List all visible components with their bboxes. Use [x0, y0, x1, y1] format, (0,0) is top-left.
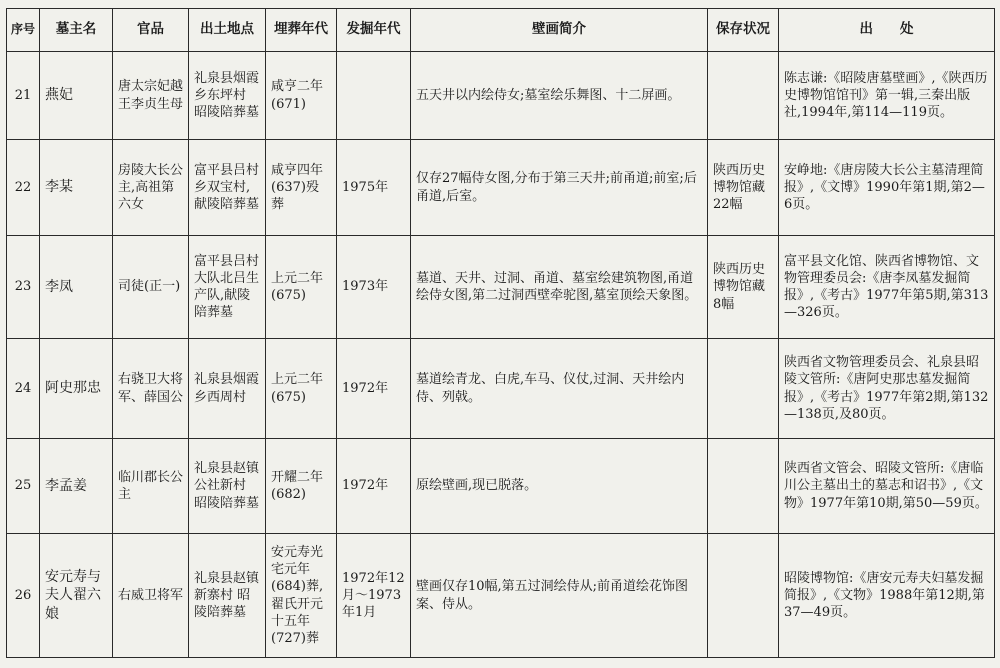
- cell-rank: 右威卫将军: [113, 534, 189, 658]
- cell-burial: 咸亨四年(637)殁葬: [266, 140, 337, 236]
- cell-mural: 原绘壁画,现已脱落。: [411, 439, 708, 534]
- cell-place: 礼泉县烟霞乡西周村: [189, 339, 266, 439]
- cell-source: 陕西省文物管理委员会、礼泉县昭陵文管所:《唐阿史那忠墓发掘简报》,《考古》1977年第2期,第132—138页,及80页。: [779, 339, 995, 439]
- cell-rank: 右骁卫大将军、薛国公: [113, 339, 189, 439]
- cell-excavation: [337, 52, 411, 140]
- cell-burial: 咸亨二年(671): [266, 52, 337, 140]
- table-row: [7, 236, 995, 339]
- table-row: [7, 140, 995, 236]
- cell-place: 礼泉县赵镇公社新村 昭陵陪葬墓: [189, 439, 266, 534]
- table-row: [7, 534, 995, 658]
- cell-no: 22: [7, 140, 40, 236]
- cell-burial: 安元寿光宅元年(684)葬,翟氏开元十五年(727)葬: [266, 534, 337, 658]
- cell-mural: 壁画仅存10幅,第五过洞绘侍从;前甬道绘花饰图案、侍从。: [411, 534, 708, 658]
- cell-source: 昭陵博物馆:《唐安元寿夫妇墓发掘简报》,《文物》1988年第12期,第37—49页。: [779, 534, 995, 658]
- cell-name: 安元寿与夫人翟六娘: [40, 534, 113, 658]
- header-rank: 官品: [113, 9, 189, 52]
- cell-place: 礼泉县烟霞乡东坪村 昭陵陪葬墓: [189, 52, 266, 140]
- cell-preservation: [708, 339, 779, 439]
- cell-source: 富平县文化馆、陕西省博物馆、文物管理委员会:《唐李凤墓发掘简报》,《考古》1977年第5期,第313—326页。: [779, 236, 995, 339]
- cell-name: 李某: [40, 140, 113, 236]
- cell-name: 阿史那忠: [40, 339, 113, 439]
- header-row: [7, 9, 995, 52]
- tomb-mural-table: [6, 8, 995, 658]
- cell-preservation: 陕西历史博物馆藏8幅: [708, 236, 779, 339]
- cell-preservation: 陕西历史博物馆藏22幅: [708, 140, 779, 236]
- header-preservation: 保存状况: [708, 9, 779, 52]
- cell-no: 23: [7, 236, 40, 339]
- table-row: [7, 439, 995, 534]
- cell-rank: 司徒(正一): [113, 236, 189, 339]
- cell-excavation: 1972年: [337, 439, 411, 534]
- cell-excavation: 1973年: [337, 236, 411, 339]
- header-source: 出 处: [779, 9, 995, 52]
- header-excavation: 发掘年代: [337, 9, 411, 52]
- header-no: 序号: [7, 9, 40, 52]
- cell-burial: 上元二年(675): [266, 236, 337, 339]
- cell-preservation: [708, 534, 779, 658]
- cell-rank: 临川郡长公主: [113, 439, 189, 534]
- cell-source: 陕西省文管会、昭陵文管所:《唐临川公主墓出土的墓志和诏书》,《文物》1977年第10期,第50—59页。: [779, 439, 995, 534]
- cell-rank: 唐太宗妃越王李贞生母: [113, 52, 189, 140]
- cell-mural: 墓道绘青龙、白虎,车马、仪仗,过洞、天井绘内侍、列戟。: [411, 339, 708, 439]
- cell-no: 25: [7, 439, 40, 534]
- cell-name: 李凤: [40, 236, 113, 339]
- cell-excavation: 1972年12月～1973年1月: [337, 534, 411, 658]
- header-place: 出土地点: [189, 9, 266, 52]
- header-mural: 壁画简介: [411, 9, 708, 52]
- cell-mural: 五天井以内绘侍女;墓室绘乐舞图、十二屏画。: [411, 52, 708, 140]
- cell-place: 富平县吕村乡双宝村,献陵陪葬墓: [189, 140, 266, 236]
- header-burial: 埋葬年代: [266, 9, 337, 52]
- cell-preservation: [708, 439, 779, 534]
- cell-excavation: 1972年: [337, 339, 411, 439]
- cell-excavation: 1975年: [337, 140, 411, 236]
- cell-preservation: [708, 52, 779, 140]
- header-name: 墓主名: [40, 9, 113, 52]
- cell-mural: 墓道、天井、过洞、甬道、墓室绘建筑物图,甬道绘侍女图,第二过洞西壁牵驼图,墓室顶绘天象图。: [411, 236, 708, 339]
- cell-no: 21: [7, 52, 40, 140]
- table-row: [7, 52, 995, 140]
- cell-name: 李孟姜: [40, 439, 113, 534]
- cell-place: 礼泉县赵镇新寨村 昭陵陪葬墓: [189, 534, 266, 658]
- cell-name: 燕妃: [40, 52, 113, 140]
- cell-place: 富平县吕村大队北吕生产队,献陵陪葬墓: [189, 236, 266, 339]
- cell-burial: 开耀二年(682): [266, 439, 337, 534]
- table-row: [7, 339, 995, 439]
- cell-burial: 上元二年(675): [266, 339, 337, 439]
- cell-source: 陈志谦:《昭陵唐墓壁画》,《陕西历史博物馆馆刊》第一辑,三秦出版社,1994年,第114—119页。: [779, 52, 995, 140]
- cell-no: 26: [7, 534, 40, 658]
- cell-rank: 房陵大长公主,高祖第六女: [113, 140, 189, 236]
- cell-mural: 仅存27幅侍女图,分布于第三天井;前甬道;前室;后甬道,后室。: [411, 140, 708, 236]
- cell-source: 安峥地:《唐房陵大长公主墓清理简报》,《文博》1990年第1期,第2—6页。: [779, 140, 995, 236]
- cell-no: 24: [7, 339, 40, 439]
